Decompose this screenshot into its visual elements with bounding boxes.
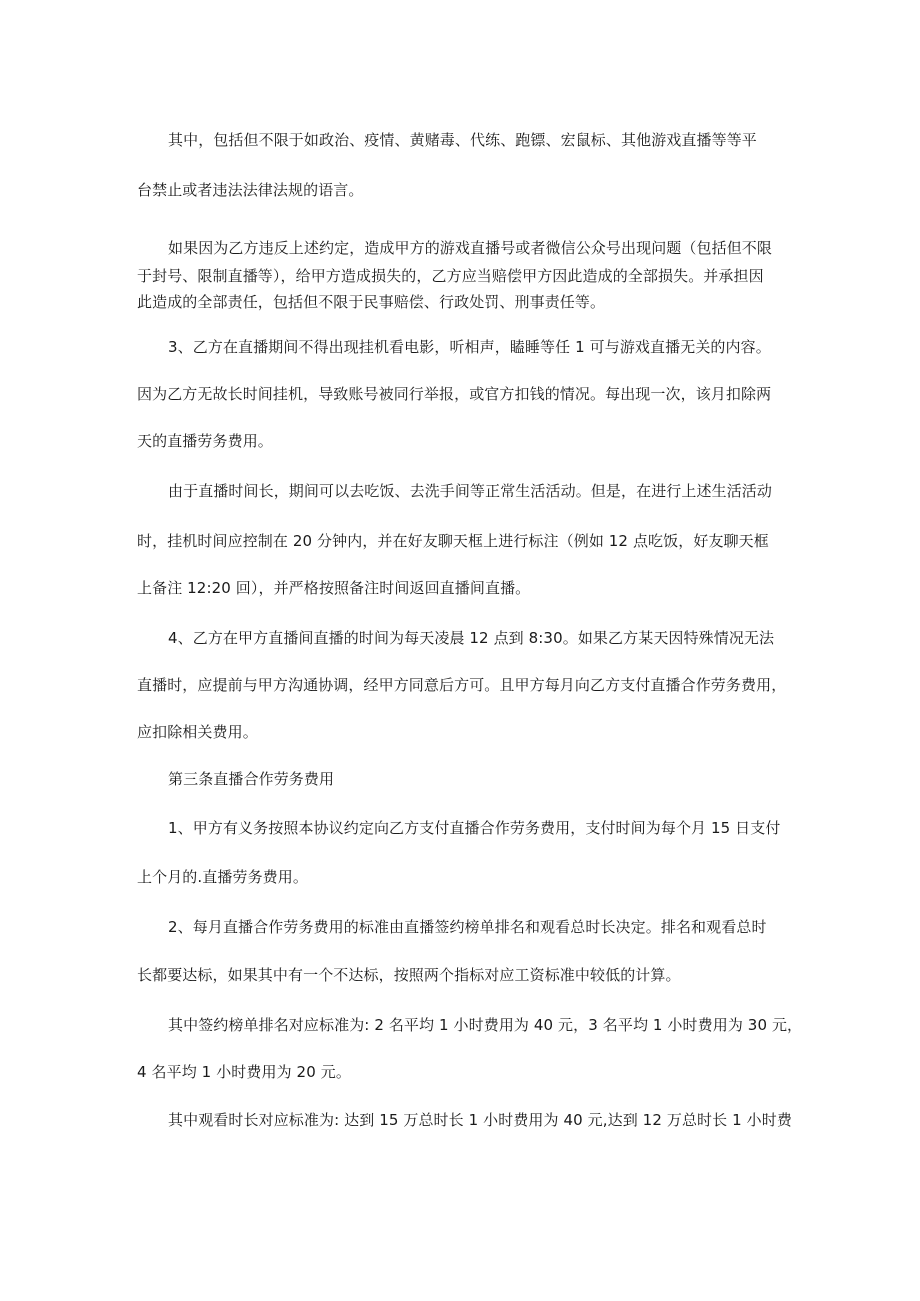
text-line: 其中，包括但不限于如政治、疫情、黄赌毒、代练、跑镖、宏鼠标、其他游戏直播等等平	[168, 131, 757, 149]
text-line: 台禁止或者违法法律法规的语言。	[137, 181, 364, 199]
text-line: 其中观看时长对应标准为: 达到 15 万总时长 1 小时费用为 40 元,达到 12 万总时长 1 小时费	[168, 1111, 792, 1129]
text-line: 直播时，应提前与甲方沟通协调，经甲方同意后方可。且甲方每月向乙方支付直播合作劳务费用，	[137, 676, 787, 694]
section-heading: 第三条直播合作劳务费用	[168, 770, 335, 788]
text-line: 其中签约榜单排名对应标准为: 2 名平均 1 小时费用为 40 元，3 名平均 1 小时费用为 30 元，	[168, 1016, 803, 1034]
text-line: 上个月的.直播劳务费用。	[137, 868, 308, 886]
text-line: 3、乙方在直播期间不得出现挂机看电影，听相声，瞌睡等任 1 可与游戏直播无关的内容。	[168, 338, 771, 356]
text-line: 于封号、限制直播等），给甲方造成损失的，乙方应当赔偿甲方因此造成的全部损失。并承担因	[137, 267, 764, 285]
text-line: 长都要达标，如果其中有一个不达标，按照两个指标对应工资标准中较低的计算。	[137, 966, 681, 984]
text-line: 4、乙方在甲方直播间直播的时间为每天凌晨 12 点到 8:30。如果乙方某天因特殊情况无法	[168, 629, 775, 647]
text-line: 由于直播时间长，期间可以去吃饭、去洗手间等正常生活活动。但是，在进行上述生活活动	[168, 482, 773, 500]
text-line: 天的直播劳务费用。	[137, 432, 273, 450]
text-line: 2、每月直播合作劳务费用的标准由直播签约榜单排名和观看总时长决定。排名和观看总时	[168, 918, 767, 936]
text-line: 如果因为乙方违反上述约定，造成甲方的游戏直播号或者微信公众号出现问题（包括但不限	[168, 239, 773, 257]
text-line: 应扣除相关费用。	[137, 723, 258, 741]
text-line: 此造成的全部责任，包括但不限于民事赔偿、行政处罚、刑事责任等。	[137, 293, 606, 311]
text-line: 时，挂机时间应控制在 20 分钟内，并在好友聊天框上进行标注（例如 12 点吃饭，好友聊天框	[137, 532, 769, 550]
text-line: 因为乙方无故长时间挂机，导致账号被同行举报，或官方扣钱的情况。每出现一次，该月扣除两	[137, 385, 772, 403]
text-line: 上备注 12:20 回），并严格按照备注时间返回直播间直播。	[137, 579, 531, 597]
text-line: 1、甲方有义务按照本协议约定向乙方支付直播合作劳务费用，支付时间为每个月 15 日支付	[168, 819, 781, 837]
text-line: 4 名平均 1 小时费用为 20 元。	[137, 1063, 351, 1081]
